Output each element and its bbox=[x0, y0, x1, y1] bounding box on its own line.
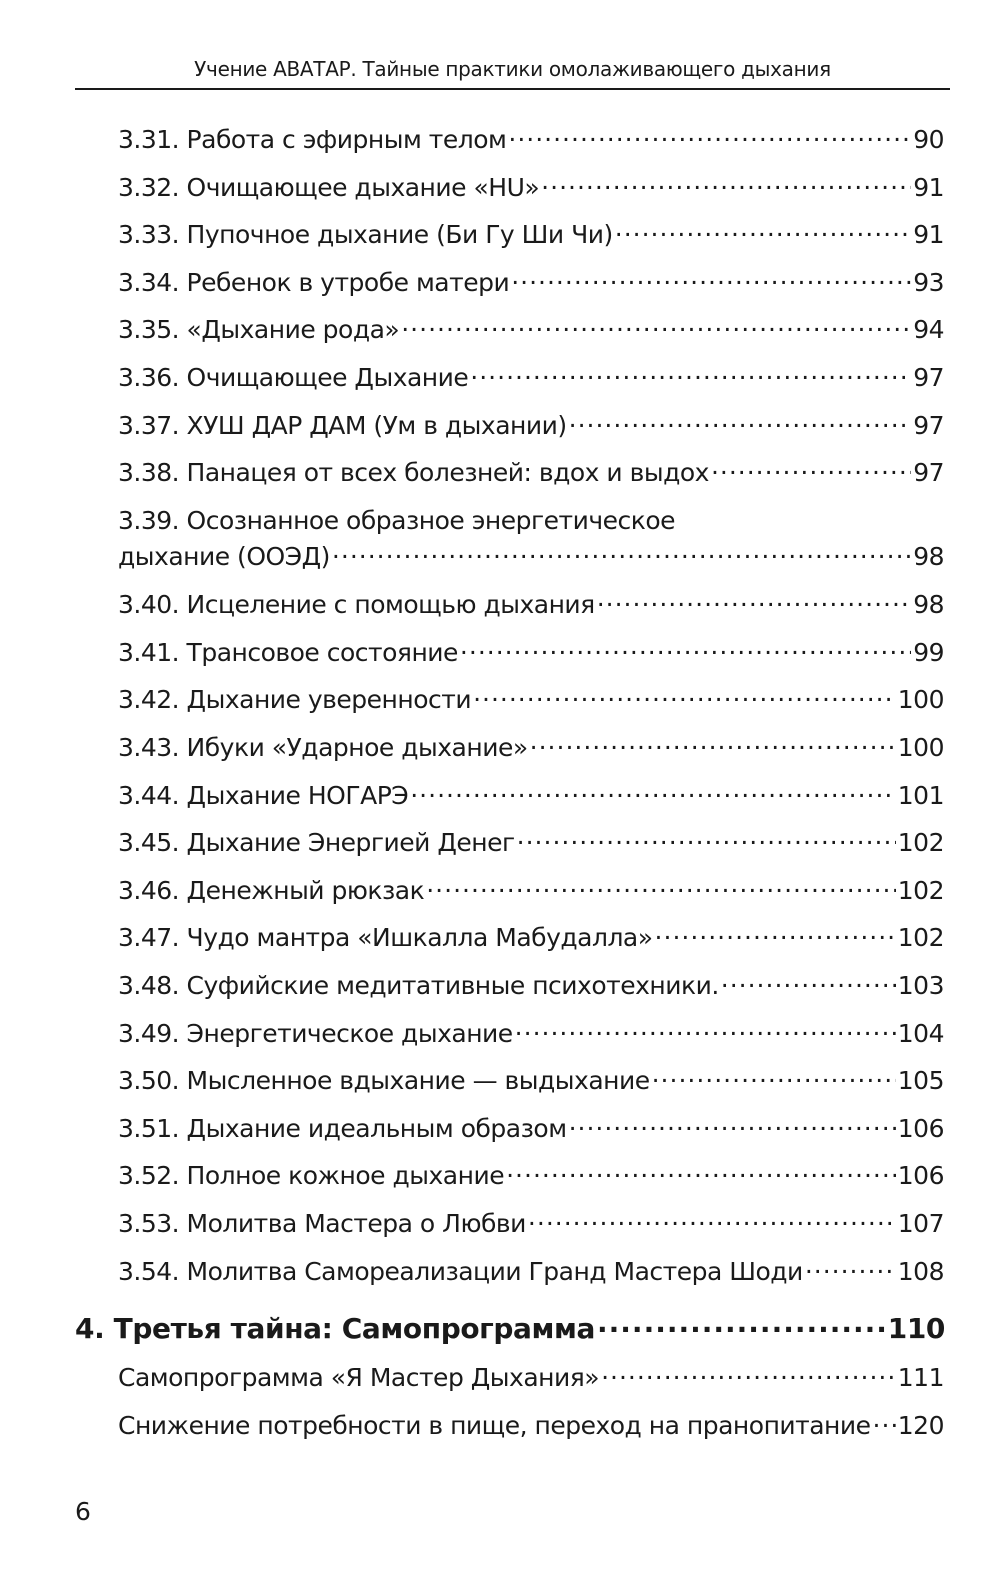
toc-entry-title: 3.43. Ибуки «Ударное дыхание» bbox=[118, 733, 528, 762]
toc-entry-page: 120 bbox=[897, 1411, 944, 1440]
toc-entry-title: Самопрограмма «Я Мастер Дыхания» bbox=[118, 1363, 600, 1392]
dot-leader bbox=[541, 171, 911, 196]
toc-entry-3-48[interactable] bbox=[118, 969, 944, 1003]
toc-entry-title: 3.37. ХУШ ДАР ДАМ (Ум в дыхании) bbox=[118, 411, 567, 440]
toc-entry-page: 108 bbox=[897, 1257, 944, 1286]
toc-entry-page: 90 bbox=[913, 125, 944, 154]
toc-entry-page: 107 bbox=[897, 1209, 944, 1238]
dot-leader bbox=[470, 361, 911, 386]
dot-leader bbox=[597, 588, 911, 613]
dot-leader bbox=[332, 540, 911, 565]
dot-leader bbox=[615, 218, 911, 243]
dot-leader bbox=[401, 313, 911, 338]
toc-entry-title: 3.41. Трансовое состояние bbox=[118, 638, 458, 667]
toc-entry-title: 3.34. Ребенок в утробе матери bbox=[118, 268, 510, 297]
dot-leader bbox=[508, 123, 911, 148]
dot-leader bbox=[655, 921, 896, 946]
toc-entry-3-31[interactable] bbox=[118, 123, 944, 157]
toc-entry-3-38[interactable] bbox=[118, 456, 944, 490]
toc-entry-3-40[interactable] bbox=[118, 588, 944, 622]
toc-entry-3-42[interactable] bbox=[118, 683, 944, 717]
toc-entry-3-53[interactable] bbox=[118, 1207, 944, 1241]
dot-leader bbox=[711, 456, 911, 481]
toc-entry-page: 102 bbox=[897, 876, 944, 905]
toc-entry-title: 3.48. Суфийские медитативные психотехники. bbox=[118, 971, 719, 1000]
toc-entry-3-50[interactable] bbox=[118, 1064, 944, 1098]
toc-entry-title: 3.51. Дыхание идеальным образом bbox=[118, 1114, 567, 1143]
dot-leader bbox=[473, 683, 896, 708]
dot-leader bbox=[426, 874, 896, 899]
toc-entry-page: 91 bbox=[913, 173, 944, 202]
toc-entry-3-32[interactable] bbox=[118, 171, 944, 205]
toc-entry-page: 101 bbox=[897, 781, 944, 810]
toc-entry-page: 99 bbox=[913, 638, 944, 667]
toc-entry-page: 100 bbox=[897, 733, 944, 762]
toc-entry-page: 91 bbox=[913, 220, 944, 249]
toc-entry-3-37[interactable] bbox=[118, 409, 944, 443]
toc-entry-page: 104 bbox=[897, 1019, 944, 1048]
dot-leader bbox=[410, 779, 896, 804]
toc-entry-title: 3.52. Полное кожное дыхание bbox=[118, 1161, 505, 1190]
toc-entry-page: 105 bbox=[897, 1066, 944, 1095]
dot-leader bbox=[517, 826, 896, 851]
dot-leader bbox=[721, 969, 896, 994]
toc-entry-3-46[interactable] bbox=[118, 874, 944, 908]
toc-section-4[interactable] bbox=[75, 1310, 945, 1346]
toc-entry-page: 111 bbox=[897, 1363, 944, 1392]
toc-entry-title: 3.53. Молитва Мастера о Любви bbox=[118, 1209, 526, 1238]
dot-leader bbox=[569, 409, 912, 434]
toc-entry-title: 3.47. Чудо мантра «Ишкалла Мабудалла» bbox=[118, 923, 653, 952]
dot-leader bbox=[530, 731, 896, 756]
toc-entry-title: 3.40. Исцеление с помощью дыхания bbox=[118, 590, 595, 619]
toc-entry-3-36[interactable] bbox=[118, 361, 944, 395]
dot-leader bbox=[506, 1159, 896, 1184]
dot-leader bbox=[511, 266, 911, 291]
toc-entry-3-41[interactable] bbox=[118, 636, 944, 670]
page-number: 6 bbox=[75, 1497, 91, 1526]
toc-entry-3-52[interactable] bbox=[118, 1159, 944, 1193]
dot-leader bbox=[873, 1409, 896, 1434]
toc-subentry-pranic-nutrition[interactable] bbox=[118, 1409, 944, 1443]
toc-entry-title: 3.45. Дыхание Энергией Денег bbox=[118, 828, 515, 857]
toc-entry-3-47[interactable] bbox=[118, 921, 944, 955]
dot-leader bbox=[515, 1017, 896, 1042]
toc-entry-title: 3.35. «Дыхание рода» bbox=[118, 315, 400, 344]
toc-entry-page: 97 bbox=[913, 411, 944, 440]
toc-entry-3-35[interactable] bbox=[118, 313, 944, 347]
dot-leader bbox=[528, 1207, 896, 1232]
dot-leader bbox=[569, 1112, 896, 1137]
toc-entry-3-44[interactable] bbox=[118, 779, 944, 813]
dot-leader bbox=[460, 636, 911, 661]
toc-entry-title: 3.33. Пупочное дыхание (Би Гу Ши Чи) bbox=[118, 220, 613, 249]
toc-entry-page: 94 bbox=[913, 315, 944, 344]
toc-entry-title: 3.50. Мысленное вдыхание — выдыхание bbox=[118, 1066, 650, 1095]
toc-entry-3-49[interactable] bbox=[118, 1017, 944, 1051]
toc-entry-title: Снижение потребности в пище, переход на пранопитание bbox=[118, 1411, 871, 1440]
toc-entry-3-54[interactable] bbox=[118, 1255, 944, 1289]
toc-subentry-self-program[interactable] bbox=[118, 1361, 944, 1395]
toc-entry-page: 98 bbox=[913, 542, 944, 571]
toc-section-title: 4. Третья тайна: Самопрограмма bbox=[75, 1312, 596, 1345]
dot-leader bbox=[805, 1255, 896, 1280]
dot-leader bbox=[601, 1361, 896, 1386]
toc-entry-page: 102 bbox=[897, 923, 944, 952]
toc-entry-page: 98 bbox=[913, 590, 944, 619]
toc-entry-title: 3.42. Дыхание уверенности bbox=[118, 685, 472, 714]
toc-entry-title: 3.49. Энергетическое дыхание bbox=[118, 1019, 513, 1048]
toc-entry-3-39-line1[interactable]: 3.39. Осознанное образное энергетическое bbox=[118, 506, 676, 535]
toc-entry-3-34[interactable] bbox=[118, 266, 944, 300]
toc-entry-3-45[interactable] bbox=[118, 826, 944, 860]
toc-entry-page: 97 bbox=[913, 458, 944, 487]
toc-entry-title: 3.38. Панацея от всех болезней: вдох и выдох bbox=[118, 458, 709, 487]
toc-entry-page: 93 bbox=[913, 268, 944, 297]
dot-leader bbox=[652, 1064, 896, 1089]
toc-entry-page: 100 bbox=[897, 685, 944, 714]
toc-entry-3-51[interactable] bbox=[118, 1112, 944, 1146]
toc-entry-page: 106 bbox=[897, 1114, 944, 1143]
toc-entry-title: 3.54. Молитва Самореализации Гранд Мастера Шоди bbox=[118, 1257, 803, 1286]
toc-entry-page: 97 bbox=[913, 363, 944, 392]
toc-entry-page: 102 bbox=[897, 828, 944, 857]
toc-entry-title: дыхание (ООЭД) bbox=[118, 542, 330, 571]
running-header: Учение АВАТАР. Тайные практики омолаживающего дыхания bbox=[75, 52, 950, 90]
toc-entry-title: 3.46. Денежный рюкзак bbox=[118, 876, 425, 905]
toc-entry-3-43[interactable] bbox=[118, 731, 944, 765]
toc-entry-page: 103 bbox=[897, 971, 944, 1000]
toc-entry-title: 3.36. Очищающее Дыхание bbox=[118, 363, 469, 392]
dot-leader bbox=[597, 1310, 886, 1338]
toc-entry-title: 3.44. Дыхание НОГАРЭ bbox=[118, 781, 409, 810]
toc-entry-title: 3.31. Работа с эфирным телом bbox=[118, 125, 507, 154]
toc-entry-title: 3.32. Очищающее дыхание «HU» bbox=[118, 173, 540, 202]
toc-entry-3-33[interactable] bbox=[118, 218, 944, 252]
toc-section-page: 110 bbox=[887, 1312, 945, 1345]
toc-entry-page: 106 bbox=[897, 1161, 944, 1190]
toc-entry-3-39[interactable] bbox=[118, 540, 944, 574]
